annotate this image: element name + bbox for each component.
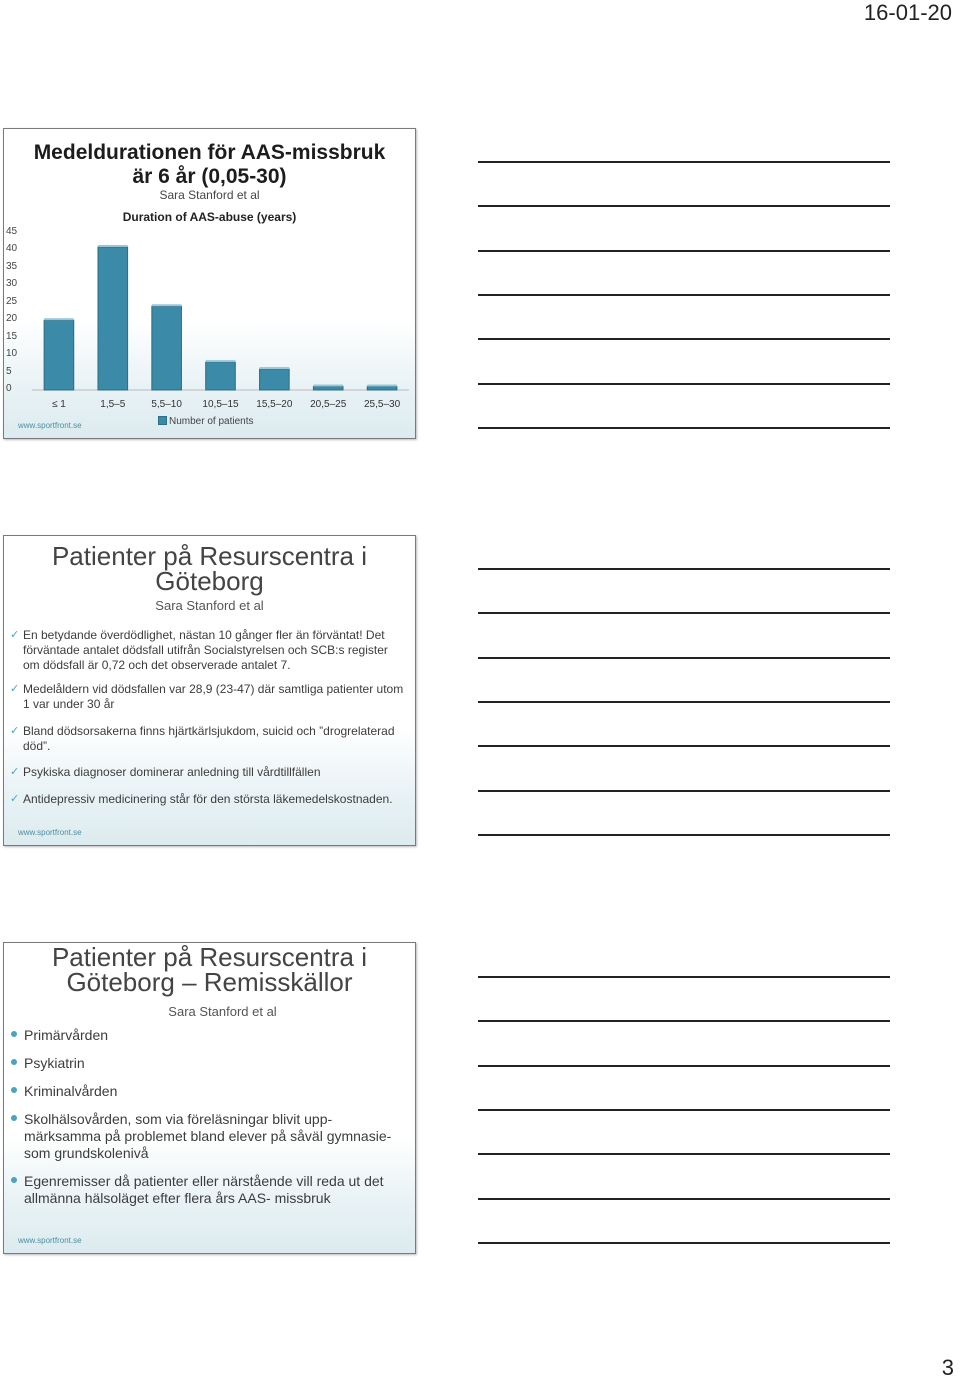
note-line	[478, 161, 890, 163]
page-date: 16-01-20	[863, 0, 952, 25]
list-item	[10, 1111, 407, 1162]
list-item	[10, 724, 407, 754]
slide-mortality	[3, 535, 416, 846]
list-item	[10, 1027, 407, 1044]
note-line	[478, 1242, 890, 1244]
list-item-text: Psykiska diagnoser dominerar anledning till vårdtillfällen	[23, 765, 321, 779]
slide-title	[4, 942, 415, 997]
list-item	[10, 682, 407, 712]
note-line	[478, 612, 890, 614]
note-line	[478, 834, 890, 836]
y-tick-label: 35	[6, 260, 18, 272]
list-item-text: Medelåldern vid dödsfallen var 28,9 (23-47) där samtliga patienter utom 1 var under 30 år	[23, 682, 404, 711]
note-line	[478, 250, 890, 252]
bullet-list	[10, 628, 407, 807]
y-tick-label: 15	[6, 330, 18, 342]
bullet-list	[10, 1027, 407, 1207]
slide-title-line2: är 6 år (0,05-30)	[132, 165, 287, 188]
list-item	[10, 1173, 407, 1207]
bar-cap	[260, 367, 290, 369]
slide-title-line2: Göteborg – Remisskällor	[66, 967, 353, 997]
x-tick-label: 1,5–5	[100, 399, 126, 410]
bullet-dot-icon	[11, 1177, 17, 1183]
x-tick-label: 20,5–25	[310, 399, 347, 410]
checkmark-icon: ✓	[10, 766, 20, 778]
list-item-text: Psykiatrin	[24, 1055, 85, 1071]
bar-cap	[206, 360, 236, 362]
footer-url: www.sportfront.se	[18, 1236, 82, 1245]
slide-referral-sources	[3, 942, 416, 1254]
y-tick-label: 25	[6, 295, 18, 307]
slide-title-line2: Göteborg	[155, 566, 264, 596]
page-number: 3	[941, 1355, 954, 1380]
y-tick-label: 40	[6, 243, 18, 255]
bar	[367, 387, 397, 390]
checkmark-icon: ✓	[10, 629, 20, 641]
checkmark-icon: ✓	[10, 725, 20, 737]
x-tick-label: ≤ 1	[52, 399, 66, 410]
bullet-dot-icon	[11, 1031, 17, 1037]
y-tick-label: 10	[6, 348, 18, 360]
chart-title: Duration of AAS-abuse (years)	[122, 210, 297, 224]
note-line	[478, 205, 890, 207]
bar-cap	[44, 318, 74, 320]
x-tick-label: 5,5–10	[151, 399, 182, 410]
list-item-text: Antidepressiv medicinering står för den största läkemedelskostnaden.	[23, 792, 393, 806]
bar-cap	[313, 385, 343, 387]
list-item-text: Skolhälsovården, som via föreläsningar blivit upp- märksamma på problemet bland elever på såväl gymnasie- som grundskolenivå	[24, 1111, 392, 1161]
bar	[313, 387, 343, 390]
checkmark-icon: ✓	[10, 683, 20, 695]
note-line	[478, 1065, 890, 1067]
slide-subtitle: Sara Stanford et al	[159, 188, 260, 202]
note-line	[478, 383, 890, 385]
slide-subtitle: Sara Stanford et al	[168, 1004, 277, 1019]
note-line	[478, 657, 890, 659]
slide-title	[4, 541, 415, 596]
footer-url: www.sportfront.se	[18, 828, 82, 837]
note-line	[478, 1109, 890, 1111]
bar	[44, 320, 74, 390]
list-item-text: Egenremisser då patienter eller närstående vill reda ut det allmänna hälsoläget efter flera års AAS- missbruk	[24, 1173, 384, 1206]
footer-url: www.sportfront.se	[18, 421, 82, 430]
slide-duration-chart	[3, 128, 416, 439]
note-line	[478, 1198, 890, 1200]
note-line	[478, 294, 890, 296]
bar-cap	[98, 245, 128, 247]
y-tick-label: 45	[6, 226, 18, 237]
note-line	[478, 1020, 890, 1022]
legend-swatch	[158, 416, 167, 425]
note-line	[478, 976, 890, 978]
bar-chart	[4, 129, 415, 438]
y-tick-label: 5	[6, 365, 12, 377]
chart-legend	[158, 416, 254, 427]
note-line	[478, 568, 890, 570]
note-line	[478, 338, 890, 340]
list-item-text: En betydande överdödlighet, nästan 10 gånger fler än förväntat! Det förväntade antalet dödsfall utifrån Socialstyrelsen och SCB:s register om dödsfall är 0,72 och det observerade antalet 7.	[23, 628, 388, 672]
slide-title-line1: Patienter på Resurscentra i	[51, 942, 368, 972]
y-tick-label: 20	[6, 313, 18, 325]
bar	[152, 306, 182, 390]
list-item	[10, 1083, 407, 1100]
note-line	[478, 790, 890, 792]
bar	[206, 362, 236, 390]
bullet-dot-icon	[11, 1059, 17, 1065]
y-tick-label: 30	[6, 278, 18, 290]
list-item-text: Bland dödsorsakerna finns hjärtkärlsjukdom, suicid och ”drogrelaterad död”.	[23, 724, 395, 753]
list-item	[10, 792, 407, 807]
legend-label: Number of patients	[169, 416, 254, 427]
bar-cap	[367, 385, 397, 387]
slide-subtitle: Sara Stanford et al	[155, 598, 264, 613]
note-line	[478, 1153, 890, 1155]
x-tick-label: 15,5–20	[256, 399, 293, 410]
bar-cap	[152, 304, 182, 306]
list-item	[10, 628, 407, 673]
checkmark-icon: ✓	[10, 793, 20, 805]
list-item	[10, 765, 407, 780]
x-tick-label: 10,5–15	[202, 399, 239, 410]
slide-title-line1: Medeldurationen för AAS-missbruk	[33, 141, 386, 164]
slide-title-line1: Patienter på Resurscentra i	[51, 541, 368, 571]
note-line	[478, 427, 890, 429]
bar	[260, 369, 290, 390]
x-tick-label: 25,5–30	[363, 399, 401, 410]
list-item	[10, 1055, 407, 1072]
y-tick-label: 0	[6, 383, 12, 394]
note-line	[478, 701, 890, 703]
note-line	[478, 745, 890, 747]
list-item-text: Kriminalvården	[24, 1083, 118, 1099]
bar	[98, 247, 128, 390]
bullet-dot-icon	[11, 1087, 17, 1093]
list-item-text: Primärvården	[24, 1027, 109, 1043]
bullet-dot-icon	[11, 1115, 17, 1121]
